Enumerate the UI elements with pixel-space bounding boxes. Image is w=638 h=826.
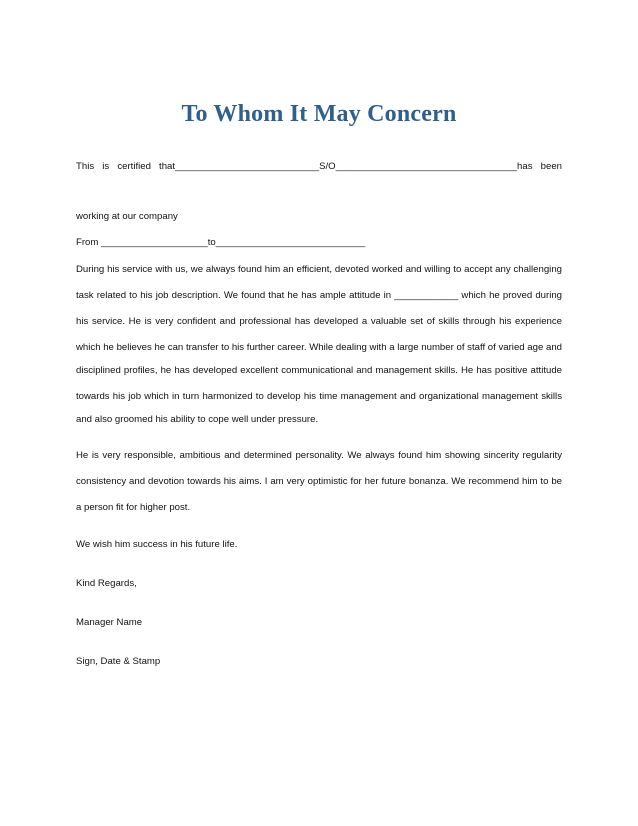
period-line: From ____________________to____________________________ [76,237,366,248]
body-line: which he believes he can transfer to his further career. While dealing with a large number of staff of varied age and [76,342,562,353]
sign-date-stamp: Sign, Date & Stamp [76,656,161,667]
manager-name: Manager Name [76,617,143,628]
company-line: working at our company [76,211,178,222]
body-line: During his service with us, we always found him an efficient, devoted worked and willing to accept any challenging [76,264,562,275]
certification-line: This is certified that___________________________S/O__________________________________has been [76,161,562,172]
closing-regards: Kind Regards, [76,578,137,589]
closing-wish: We wish him success in his future life. [76,539,238,550]
body-line: task related to his job description. We found that he has ample attitude in ____________ which he proved during [76,290,562,301]
body-line: and also groomed his ability to cope well under pressure. [76,414,319,425]
body-line: his service. He is very confident and professional has developed a valuable set of skills through his experience [76,316,562,327]
letter-title: To Whom It May Concern [181,101,457,127]
body-line: towards his job which in turn harmonized to develop his time management and organizational management skills [76,391,562,402]
body-line: consistency and devotion towards his aims. I am very optimistic for her future bonanza. We recommend him to be [76,476,562,487]
body-line: He is very responsible, ambitious and determined personality. We always found him showing sincerity regularity [76,450,562,461]
body-line: disciplined profiles, he has developed excellent communicational and management skills. He has positive attitude [76,365,562,376]
body-line: a person fit for higher post. [76,502,191,513]
